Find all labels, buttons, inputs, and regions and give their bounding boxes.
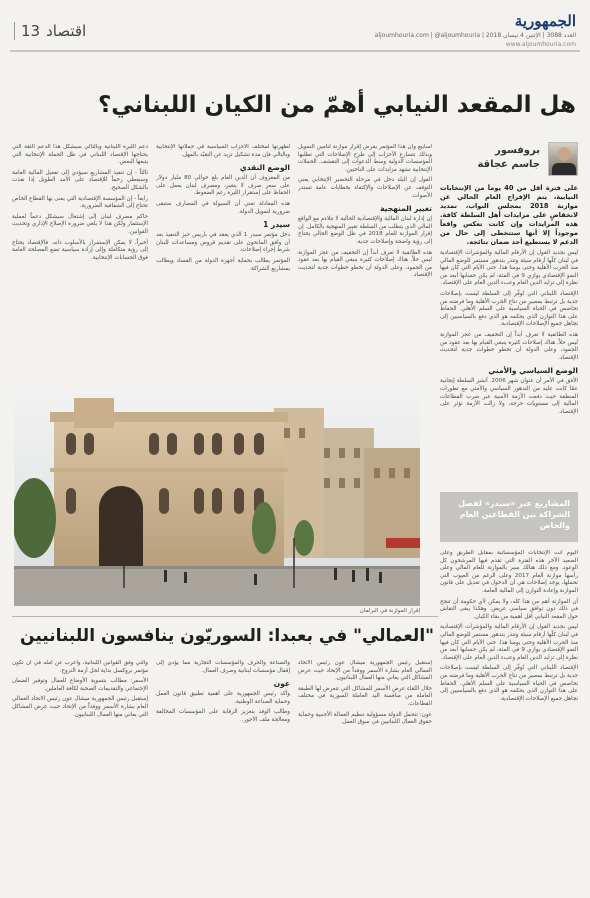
subheading-political: الوضع السياسي والأمني — [488, 366, 578, 376]
article2-headline: "العمالي" في بعبدا: السوريّون ينافسون اللبنانيين — [20, 626, 434, 646]
paragraph: أسابيع وأن هذا المؤتمر يفرض إقرار موازنة لتأمين التمويل وبذلك تتسارع الأحزاب إلى طرح الإصلاحات التي تطلبها المؤسسات الدولية وسط الدعوات إلى التقشف. الحملات الإنتخابية تشهد مزايدات على الناخبين. — [298, 144, 432, 173]
paragraph: خلال اللقاء عرض الأسمر للمشاكل التي تتعرض لها الطبقة العاملة من منافسة اليد العاملة السورية في مختلف القطاعات. — [298, 685, 432, 707]
paragraph: اليوم أتت الإنتخابات المؤسساتية بمقابل الطريق وعلى الصعيد الآخر هذه الفترة التي تقدم فيها المرشحون كل الوعود. ومع ذلك هنالك سير بالموازنة للعام المالي وعلى رأسها موازنة العام 2017 وعلى الرغم من العيوب التي تحملها، يوجد إصلاحات هي أن الدخول في تعديل على قانون الموازنة وإعادة التوازن إلى المالية العامة. — [440, 550, 578, 594]
paper-name: الجمهورية — [514, 12, 576, 30]
subheading-cedar: سيدر 1 — [263, 220, 290, 230]
paragraph: عون: تتحمل الدولة مسؤولية تنظيم العمالة الأجنبية وحماية حقوق العمال اللبنانيين في سوق العمل. — [298, 711, 432, 726]
paragraph: إستقبل رئيس الجمهورية ميشال عون رئيس الاتحاد العمالي العام بشارة الأسمر ووفداً من الإتحاد حيث عرض المشاكل التي يعاني منها العمال اللبنانيون. — [12, 696, 148, 718]
photo-caption: إقرار الموازنة في البرلمان — [359, 608, 420, 614]
issue-info: العدد 3088 | الإثنين 4 نيسان 2018 | aljoumhouria.com | @aljoumhouria — [374, 32, 576, 39]
paragraph: هذه الطائفية لا تعرف أبداً إن التخفيف من عجز الموازنة ليس حلاً. هناك إصلاحات كثيرة ينبغي القيام بها بعد عقود من الجمود، وعلى الدولة أن تخطو خطوات جدية لتحديث الإقتصاد. — [298, 249, 432, 279]
paragraph: الإقتصاد اللبناني التي تُوفّر إلى السلطة ليست بإصلاحات جدية بل ترتبط بمصير من نتاج الحرب الأهلية وما فرضته من تحاصص في الحياة السياسية على السلم الأهلي. الحفاظ على هذا التوازن الذي يحكمه هو الذي دفع بالسياسيين إلى تجاهل جميع الإصلاحات الإقتصادية. — [440, 665, 578, 702]
article-divider — [12, 616, 438, 617]
author-title: بروفسور — [495, 145, 540, 156]
parliament-photo — [14, 388, 420, 606]
byline — [428, 142, 578, 176]
paragraph: الإقتصاد اللبناني التي تُوفّر إلى السلطة ليست بإصلاحات جدية بل ترتبط بمصير من نتاج الحرب الأهلية وما فرضته من تحاصص في الحياة السياسية على السلم الأهلي. الحفاظ على هذا التوازن الذي يحكمه هو الذي دفع بالسياسيين إلى تجاهل جميع الإصلاحات الإقتصادية. — [440, 290, 578, 328]
paragraph: حاكم مصرف لبنان إلى إشتغال سيشكل دعماً لعملية الإستثمار ولكن هذا لا يلغي ضرورة الإصلاح الإداري وتحديث القوانين. — [12, 213, 148, 235]
paragraph: وأكد رئيس الجمهورية على أهمية تطبيق قانون العمل وحماية الصناعة الوطنية. — [156, 691, 290, 705]
site-url: www.aljoumhouria.com — [505, 41, 576, 48]
paragraph: والصناعة والحرف والمؤسسات التجارية مما يؤدي إلى إقفال مؤسسات لبنانية وصرف العمال. — [156, 660, 290, 674]
paragraph: من المعروف أن الدين العام بلغ حوالي 80 مليار دولار على سعر صرف لا يتغير، ومصرف لبنان يعمل على الحفاظ على إستقرار الليرة رغم الضغوط. — [156, 175, 290, 197]
article2-column-2 — [156, 660, 290, 892]
paragraph: إن إدارة لبنان المالية والإقتصادية الحالية لا تتلاءم مع الواقع المالي الذي يتطلب من السلطة تغيير المنهجية بالكامل. إن إقرار الموازنة للعام 2018 في ظل الوضع الحالي يحتاج إلى رؤية واضحة وإصلاحات جدية. — [298, 216, 432, 245]
article2-column-3 — [12, 660, 148, 892]
paragraph: والتي وفق القوانين اللبنانية، وأعرب عن أمله في أن تكون مؤتمر بروكسل بداية لحل أزمة النزوح. — [12, 660, 148, 674]
paragraph: أن الموازنة أهم من هذا كله، ولا يمكن لأي حكومة أن تنجح في ذلك دون توافق سياسي عريض. وهكذا يبقى النقاش حول المقعد النيابي أقل أهمية من بقاء الكيان. — [440, 598, 578, 620]
paragraph: ليس بجديد القول إن الأرقام المالية والمؤشرات الإقتصادية في لبنان كلّها أرقام سيئة وتنذر بتدهور مستمر للوضع المالي منذ الحرب الأهلية وحتى يومنا هذا. حتى الأيام التي كان فيها النمو الإقتصادي يوازي 9 في المئة، لم يكن حسابها أبعد من نظرة إلى تزايد الدين العام وعبء الدين العام على الإقتصاد. — [440, 250, 578, 287]
article-column-4 — [12, 144, 148, 382]
paragraph: دعم الليرة اللبنانية وبالتالي سيشكّل هذا الدعم الثقة التي يحتاجها الإقتصاد اللبناني في ظل الحملة الإنتخابية التي يتبعها البعض. — [12, 144, 148, 166]
section-label — [14, 22, 86, 40]
paragraph: ثالثاً - إن تنفيذ المشاريع سيؤدي إلى تفعيل المالية العامة وسيعطي زخماً للإقتصاد على الأمد الطويل إذا نفذت بالشكل الصحيح. — [12, 169, 148, 191]
paragraph: هذه الطائفية لا تعرف أبداً إن التخفيف من عجز الموازنة ليس حلاً. هناك إصلاحات كثيرة ينبغي القيام بها بعد عقود من الجمود، وعلى الدولة أن تخطو خطوات جدية لتحديث الإقتصاد. — [440, 331, 578, 361]
paragraph: أخيراً، لا يمكن الإستمرار بالأسلوب ذاته. فالإقتصاد يحتاج إلى رؤية متكاملة وإلى إرادة سياسية تضع المصلحة العامة فوق الحسابات الإنتخابية. — [12, 239, 148, 261]
paragraph: دخل مؤتمر سيدر 1 الذي يعقد في باريس حيز التنفيذ بعد أن وافق المانحون على تقديم قروض ومساعدات للبنان شرط إجراء إصلاحات. — [156, 232, 290, 254]
paragraph: رابعاً - إن المؤسسة الإقتصادية التي يعنى بها القطاع الخاص تحتاج إلى الشفافية الضرورية. — [12, 195, 148, 210]
paragraph: القول إن البلد دخل في مرحلة التحضير الإنتخابي يعني التوقف عن الإصلاحات والإكتفاء بخطابات عامة تستدر الأصوات. — [298, 177, 432, 199]
page-number: 13 — [14, 22, 40, 40]
pull-quote-text: المشاريع عبر «سيدر» لفصل الشراكة بين القطاعين العام والخاص — [458, 499, 570, 530]
paper-brand — [375, 12, 576, 48]
paragraph: المؤتمر يطالب بحماية أجهزة الدولة من الفساد ويطالب بمشاريع الشراكة. — [156, 257, 290, 272]
subheading-methodology: تغيير المنهجية — [380, 204, 432, 214]
article-column-1 — [440, 184, 578, 489]
masthead — [10, 8, 580, 52]
article-column-3 — [156, 144, 290, 382]
article-lead: على فترة أقل من 40 يوماً من الإنتخابات النيابية، يتم الإفراج العام الحالي عن موازنة 2018 بمجلس النواب، تمديد لانخفاضٍ على مزايدات أهل السلطة كافة. هذه المزايدات وإن كانت تعكس واقعاً موجوداً إلا أنها ستتخطى إلى حال من الدعم لا يستطيع أحد ضمان نتائجه. — [440, 184, 578, 246]
article-headline: هل المقعد النيابي أهمّ من الكيان اللبناني؟ — [97, 92, 576, 118]
subheading-aoun: عون — [273, 679, 290, 689]
section-name: اقتصاد — [46, 22, 87, 40]
pull-quote — [440, 492, 578, 542]
subheading-monetary: الوضع النقدي — [239, 163, 290, 173]
article-column-2 — [298, 144, 432, 382]
article-column-1-cont — [440, 550, 578, 890]
paragraph: إستقبل رئيس الجمهورية ميشال عون رئيس الاتحاد العمالي العام بشارة الأسمر ووفداً من الإتحاد حيث عرض المشاكل التي يعاني منها العمال اللبنانيون. — [298, 660, 432, 682]
paragraph: الأفق في الأمر أن عنوان شهر 2006. أنشر السلطة إيجابية عمّا كانت عليه من التدهور السياسي والأمني مع تطورات المنطقة حيث دفعت الأزمة الأمنية عبر ضرب القطاعات المالية إلى مستويات حرجة، ولا زالت الأزمة تؤثر على الإقتصاد. — [440, 378, 578, 415]
paragraph: ليس بجديد القول إن الأرقام المالية والمؤشرات الإقتصادية في لبنان كلّها أرقام سيئة وتنذر بتدهور مستمر للوضع المالي منذ الحرب الأهلية وحتى يومنا هذا. حتى الأيام التي كان فيها النمو الإقتصادي يوازي 9 في المئة، لم يكن حسابها أبعد من نظرة إلى تزايد الدين العام وعبء الدين العام على الإقتصاد. — [440, 624, 578, 661]
paragraph: الأسمر: مطالب بتسوية الأوضاع للعمال وتوفير الضمان الإجتماعي والتقديمات الصحية لكافة العاملين. — [12, 678, 148, 692]
paragraph: هذه المعادلة تعني أن السيولة في المصارف ستبقى ضرورية لتمويل الدولة. — [156, 200, 290, 215]
paragraph: لظهرتها لمختلف الأحزاب السياسية في حملاتها الإنتخابية وبالتالي فإن مدة تشكيل تزيد عن التقيّد بالمهل. — [156, 144, 290, 158]
author-photo — [548, 142, 578, 176]
article2-column-1 — [298, 660, 432, 892]
paragraph: وطالب الوفد بتعزيز الرقابة على المؤسسات المخالفة ومعالجة ملف الأجور. — [156, 709, 290, 723]
author-name: جاسم عجاقة — [477, 159, 540, 170]
